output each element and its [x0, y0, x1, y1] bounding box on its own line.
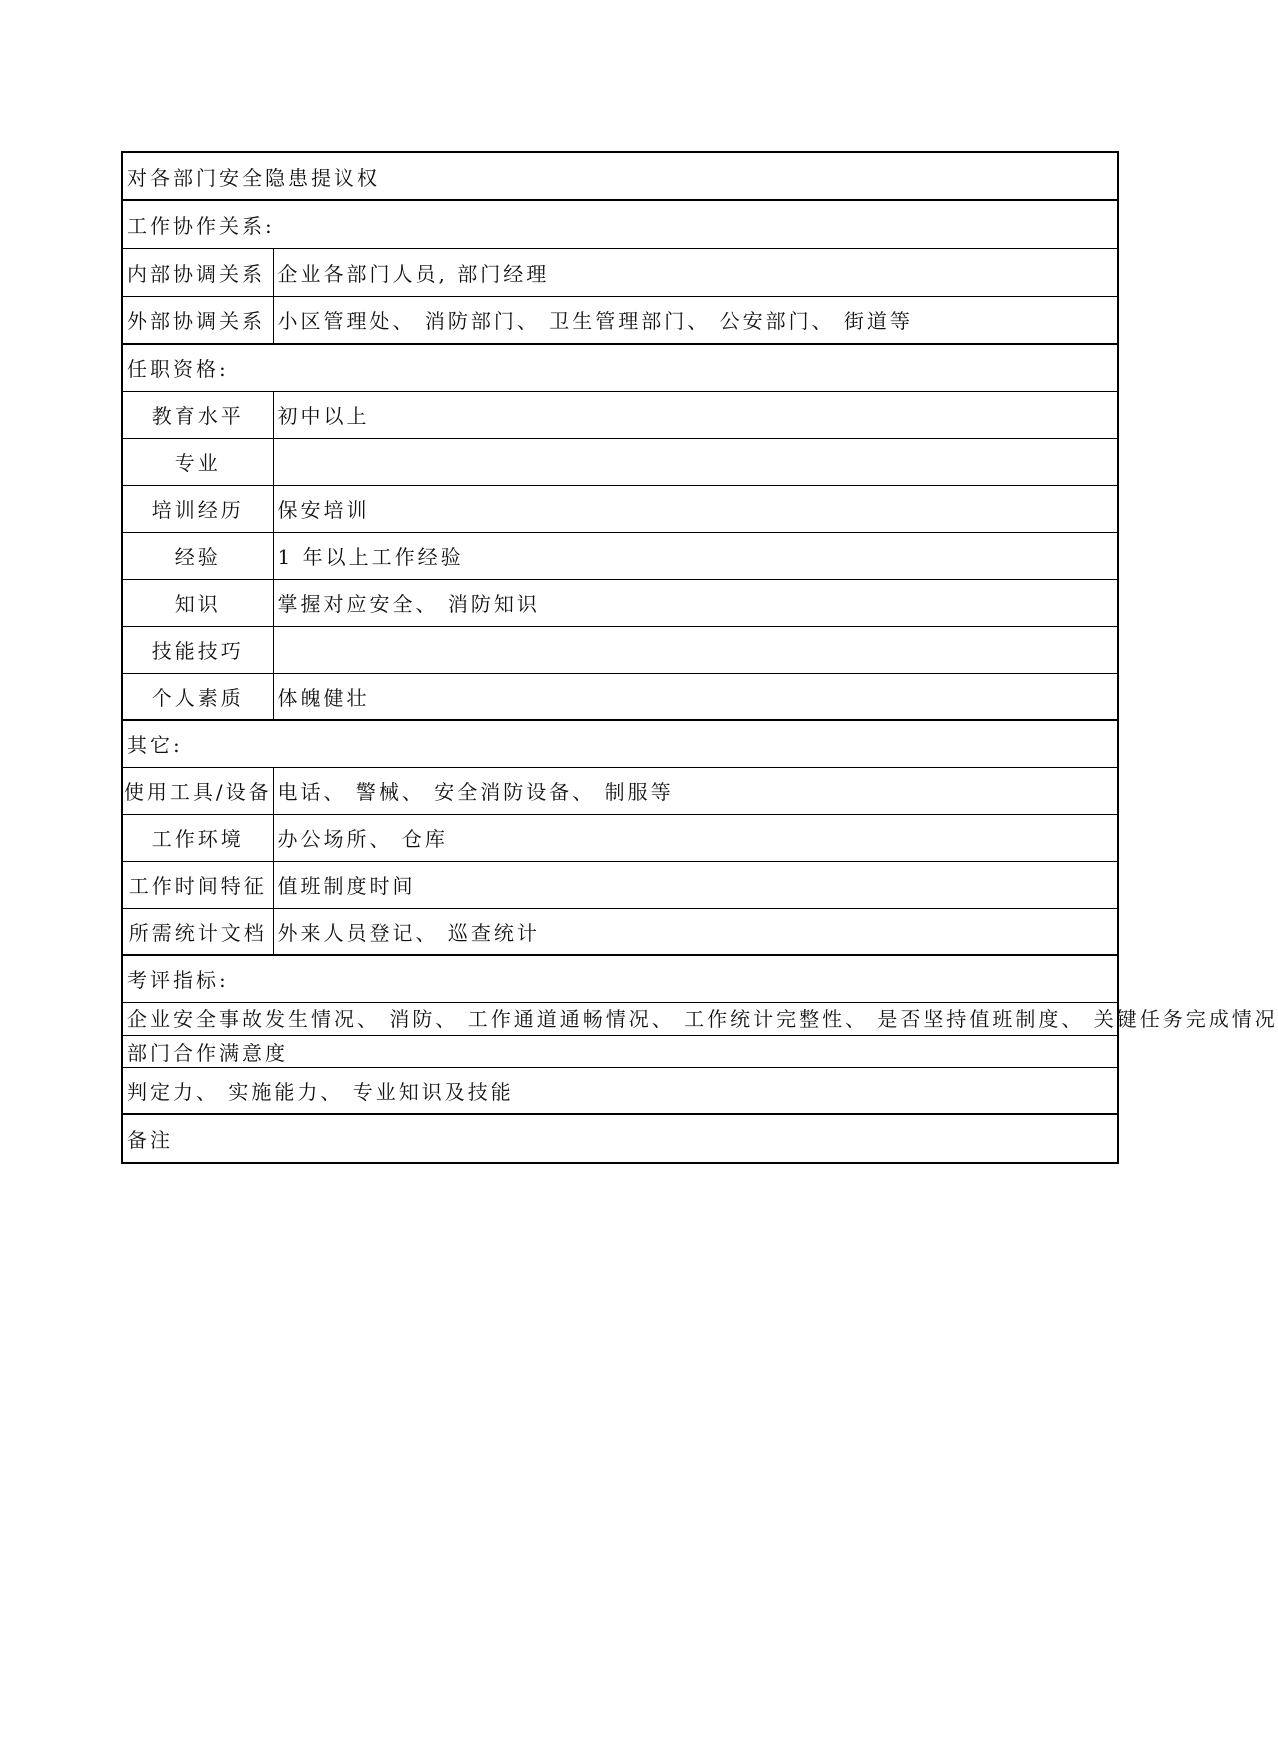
work-time-value: 值班制度时间 — [273, 861, 1117, 908]
skills-label: 技能技巧 — [123, 626, 273, 673]
internal-coordination-value: 企业各部门人员, 部门经理 — [273, 248, 1117, 296]
documents-label: 所需统计文档 — [123, 908, 273, 955]
table-row — [123, 1067, 1117, 1114]
table-row — [123, 626, 1117, 673]
qualification-heading: 任职资格: — [123, 344, 1117, 391]
table-row — [123, 532, 1117, 579]
environment-value: 办公场所、 仓库 — [273, 814, 1117, 861]
education-label: 教育水平 — [123, 391, 273, 438]
tools-value: 电话、 警械、 安全消防设备、 制服等 — [273, 767, 1117, 814]
internal-coordination-label: 内部协调关系 — [123, 248, 273, 296]
major-label: 专业 — [123, 438, 273, 485]
table-row — [123, 248, 1117, 296]
remarks-label: 备注 — [123, 1114, 1117, 1162]
knowledge-label: 知识 — [123, 579, 273, 626]
table-row — [123, 767, 1117, 814]
other-heading-row — [123, 720, 1117, 767]
skills-value — [273, 626, 1117, 673]
remarks-row — [123, 1114, 1117, 1162]
evaluation-item-3: 判定力、 实施能力、 专业知识及技能 — [123, 1067, 1117, 1114]
evaluation-heading-row — [123, 955, 1117, 1002]
table-row — [123, 814, 1117, 861]
table-row — [123, 579, 1117, 626]
cooperation-heading-row — [123, 200, 1117, 248]
knowledge-value: 掌握对应安全、 消防知识 — [273, 579, 1117, 626]
environment-label: 工作环境 — [123, 814, 273, 861]
external-coordination-label: 外部协调关系 — [123, 296, 273, 344]
evaluation-item-2: 部门合作满意度 — [123, 1035, 1117, 1067]
table-row — [123, 485, 1117, 532]
table-row — [123, 673, 1117, 720]
authority-row — [123, 153, 1117, 200]
training-label: 培训经历 — [123, 485, 273, 532]
authority-text: 对各部门安全隐患提议权 — [123, 153, 1117, 200]
table-row — [123, 1035, 1117, 1067]
documents-value: 外来人员登记、 巡查统计 — [273, 908, 1117, 955]
personal-quality-value: 体魄健壮 — [273, 673, 1117, 720]
job-description-table — [121, 151, 1278, 1164]
qualification-heading-row — [123, 344, 1117, 391]
cooperation-heading: 工作协作关系: — [123, 200, 1117, 248]
table-row — [123, 296, 1117, 344]
form-table — [123, 153, 1278, 1162]
table-row — [123, 1002, 1117, 1035]
tools-label: 使用工具/设备 — [123, 767, 273, 814]
education-value: 初中以上 — [273, 391, 1117, 438]
training-value: 保安培训 — [273, 485, 1117, 532]
major-value — [273, 438, 1117, 485]
table-row — [123, 861, 1117, 908]
other-heading: 其它: — [123, 720, 1117, 767]
experience-value: 1 年以上工作经验 — [273, 532, 1117, 579]
evaluation-item-1: 企业安全事故发生情况、 消防、 工作通道通畅情况、 工作统计完整性、 是否坚持值班制度、 关键任务完成情况 — [123, 1002, 1117, 1035]
table-row — [123, 908, 1117, 955]
evaluation-heading: 考评指标: — [123, 955, 1117, 1002]
table-row — [123, 438, 1117, 485]
external-coordination-value: 小区管理处、 消防部门、 卫生管理部门、 公安部门、 街道等 — [273, 296, 1117, 344]
table-row — [123, 391, 1117, 438]
personal-quality-label: 个人素质 — [123, 673, 273, 720]
work-time-label: 工作时间特征 — [123, 861, 273, 908]
experience-label: 经验 — [123, 532, 273, 579]
